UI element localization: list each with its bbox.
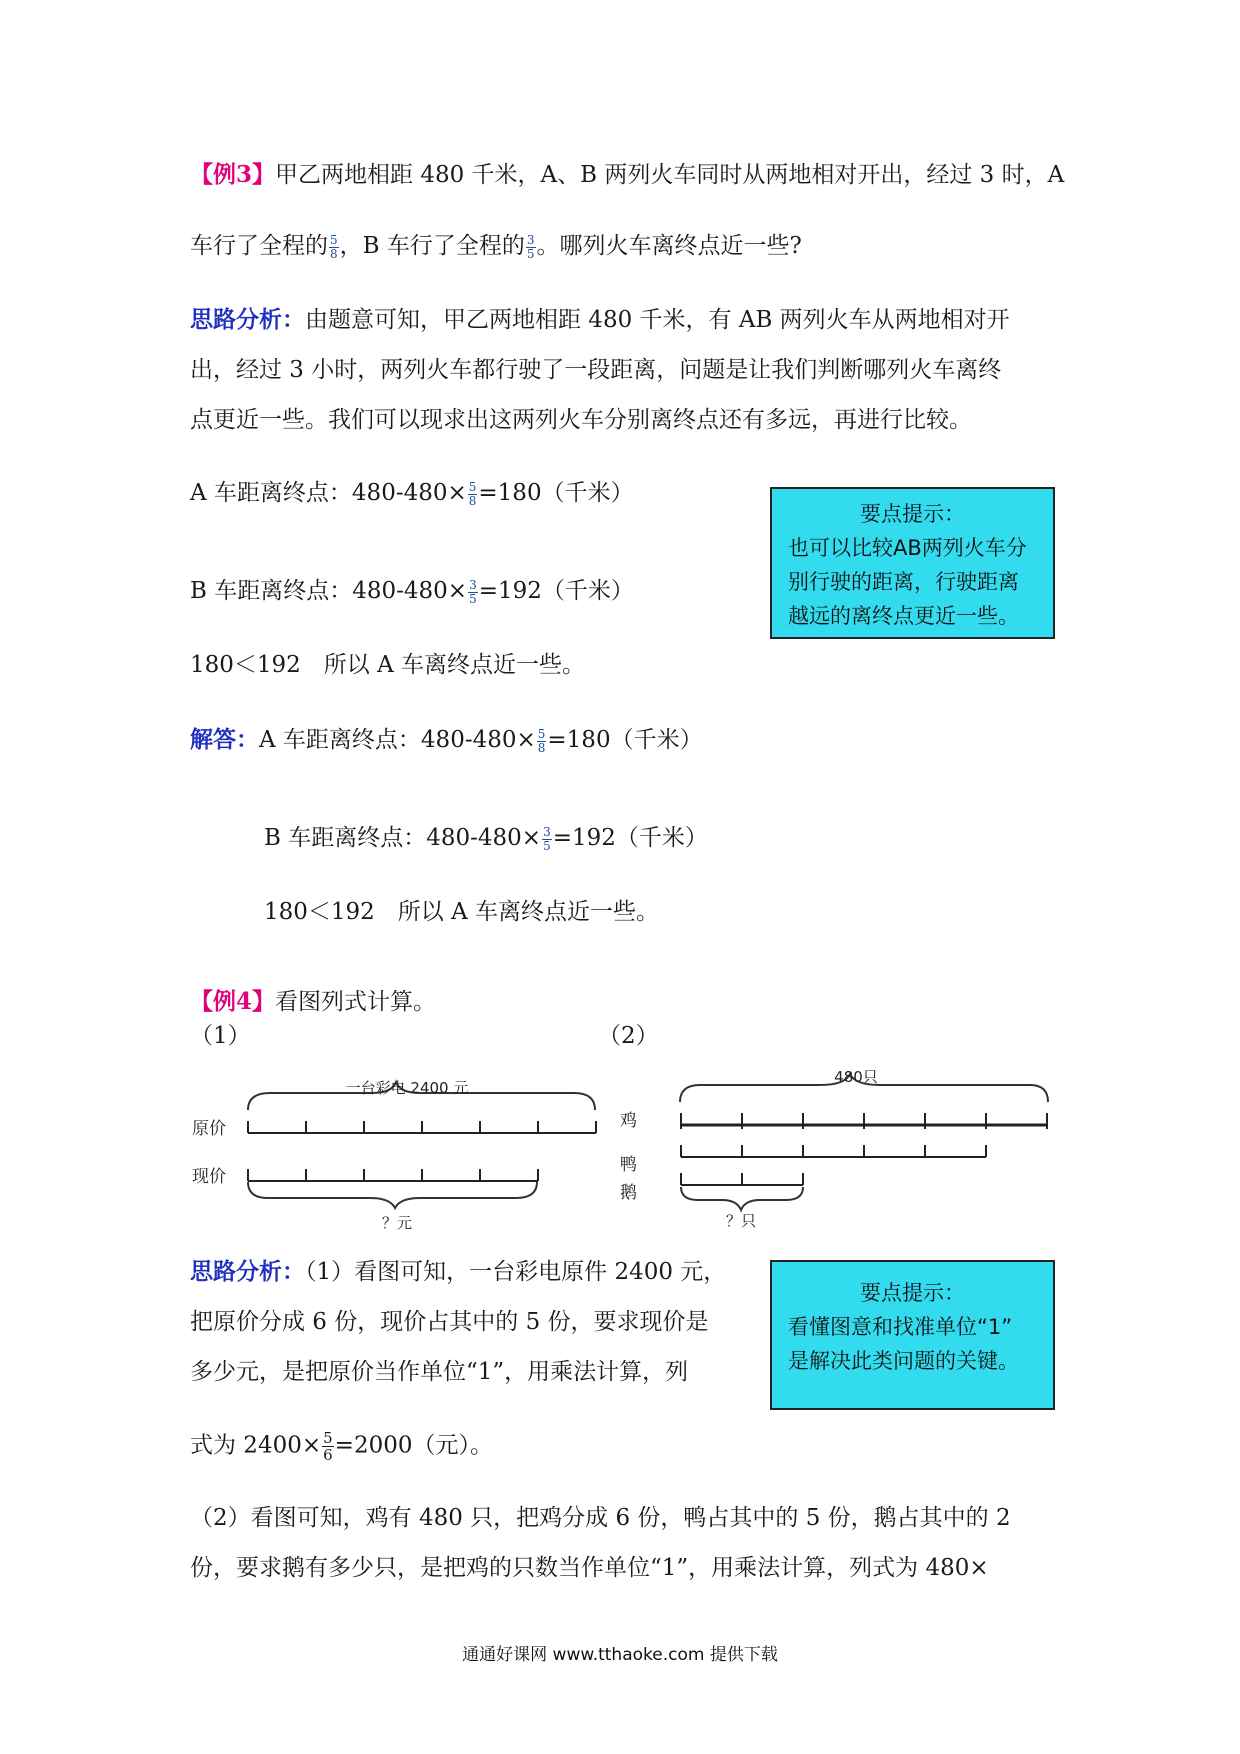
- example4-part1: （1）: [190, 1023, 251, 1049]
- tip-title: 要点提示：: [860, 1281, 965, 1305]
- example3-text1: 甲乙两地相距 480 千米，A、B 两列火车同时从两地相对开出，经过 3 时，A: [275, 162, 1065, 188]
- diagram2-bottom-brace: [681, 1187, 803, 1210]
- analysis3-compare: 180＜192 所以 A 车离终点近一些。: [190, 652, 586, 678]
- answer3-calc-b: B 车距离终点：480-480× $\frac{3}{5}$ =192（千米）: [264, 824, 708, 853]
- diagram1-bottom-label: ？元: [381, 1214, 413, 1232]
- fraction: $\frac{5}{8}$: [468, 479, 477, 508]
- analysis3-line3: 点更近一些。我们可以现求出这两列火车分别离终点还有多远，再进行比较。: [190, 407, 972, 433]
- answer3-compare: 180＜192 所以 A 车离终点近一些。: [264, 899, 660, 925]
- tip-box-2: [770, 1260, 1055, 1410]
- example4-line: 【例4】看图列式计算。: [190, 988, 437, 1015]
- answer3-label: 解答：: [190, 726, 259, 753]
- line-diagrams: [0, 1060, 1240, 1240]
- diagram1-top-label: 一台彩电 2400 元: [345, 1079, 469, 1097]
- example3-text2b: ，B 车行了全程的: [339, 233, 525, 259]
- fraction-5-6: $\frac{5}{6}$: [323, 1429, 333, 1464]
- analysis3-line1: 思路分析：由题意可知，甲乙两地相距 480 千米，有 AB 两列火车从两地相对开: [190, 306, 1010, 333]
- example4-label: 【例4】: [190, 988, 276, 1015]
- diagram2-bottom-label: ？只: [725, 1212, 757, 1230]
- analysis4-label: 思路分析：: [190, 1258, 305, 1285]
- diagram1-bottom-brace: [248, 1182, 537, 1208]
- tip-line: 别行驶的距离，行驶距离: [788, 570, 1019, 594]
- fraction: $\frac{5}{8}$: [537, 726, 546, 755]
- example3-text2c: 。哪列火车离终点近一些?: [536, 233, 802, 259]
- tip-line: 是解决此类问题的关键。: [788, 1349, 1019, 1373]
- analysis4-line3: 多少元，是把原价当作单位“1”，用乘法计算，列: [190, 1359, 689, 1385]
- example3-line1: [190, 160, 1064, 190]
- analysis4-p2-line2: 份，要求鹅有多少只，是把鸡的只数当作单位“1”，用乘法计算，列式为 480×: [190, 1555, 989, 1581]
- analysis4-line4: 式为 2400× $\frac{5}{6}$ =2000（元）。: [190, 1429, 493, 1464]
- analysis3-calc-b: B 车距离终点：480-480× $\frac{3}{5}$ =192（千米）: [190, 577, 634, 606]
- diagram1-row2-label: 现价: [192, 1167, 226, 1187]
- example3-label: 【例3】: [190, 161, 276, 188]
- analysis3-label: 思路分析：: [190, 306, 305, 333]
- fraction-5-8: $\frac{5}{8}$: [330, 232, 338, 261]
- answer3-calc-a: 解答：A 车距离终点：480-480× $\frac{5}{8}$ =180（千米）: [190, 726, 703, 755]
- fraction: $\frac{3}{5}$: [469, 577, 477, 606]
- tip-title: 要点提示：: [860, 502, 965, 526]
- diagram2-row3-label: 鹅: [620, 1183, 637, 1203]
- analysis4-line1: 思路分析：（1）看图可知，一台彩电原件 2400 元，: [190, 1258, 727, 1285]
- tip-line: 越远的离终点更近一些。: [788, 604, 1019, 628]
- diagram2-row1-label: 鸡: [620, 1111, 637, 1131]
- fraction-3-5: $\frac{3}{5}$: [526, 232, 535, 261]
- diagram1-row1-label: 原价: [192, 1119, 226, 1139]
- fraction: $\frac{3}{5}$: [543, 824, 551, 853]
- footer-text: 通通好课网 www.tthaoke.com 提供下载: [462, 1645, 778, 1665]
- example3-line2: [190, 231, 802, 261]
- tip-box-1: [770, 487, 1055, 639]
- analysis4-line2: 把原价分成 6 份，现价占其中的 5 份，要求现价是: [190, 1309, 709, 1335]
- analysis3-calc-a: A 车距离终点：480-480× $\frac{5}{8}$ =180（千米）: [190, 479, 634, 508]
- tip-line: 看懂图意和找准单位“1”: [788, 1315, 1013, 1339]
- diagram2-row2-label: 鸭: [620, 1155, 637, 1175]
- diagram2-top-label: 480只: [834, 1068, 878, 1086]
- example3-text2a: 车行了全程的: [190, 233, 328, 259]
- example4-part2: （2）: [598, 1023, 659, 1049]
- analysis4-p2-line1: （2）看图可知，鸡有 480 只，把鸡分成 6 份，鸭占其中的 5 份，鹅占其中的 2: [190, 1505, 1011, 1531]
- analysis3-line2: 出，经过 3 小时，两列火车都行驶了一段距离，问题是让我们判断哪列火车离终: [190, 357, 1002, 383]
- tip-line: 也可以比较AB两列火车分: [788, 536, 1027, 560]
